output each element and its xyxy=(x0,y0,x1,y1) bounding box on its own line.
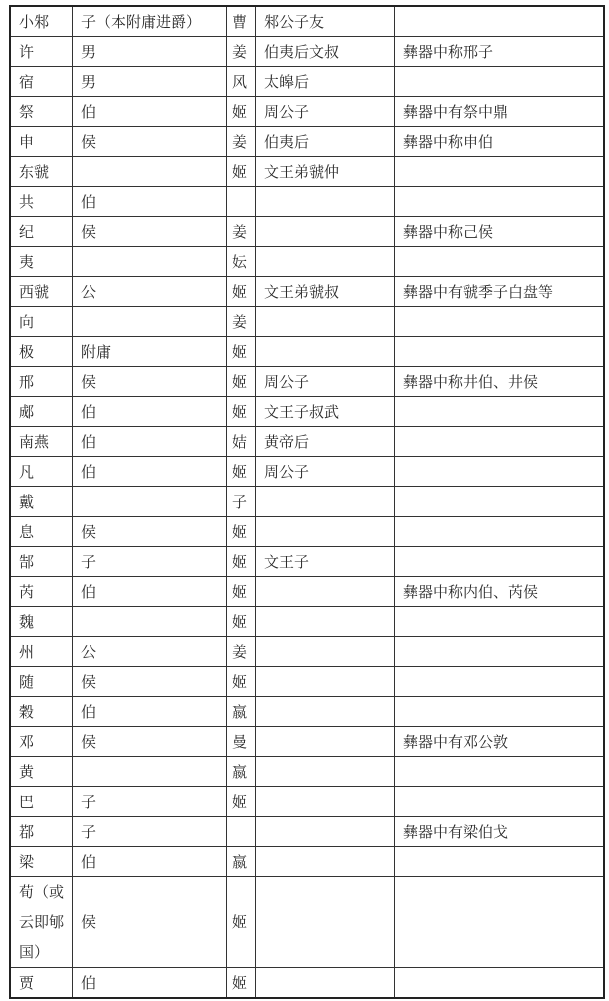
clan-surname-cell: 姬 xyxy=(227,337,256,367)
clan-surname-cell: 嬴 xyxy=(227,757,256,787)
clan-surname-cell: 姬 xyxy=(227,877,256,968)
clan-surname-cell: 姬 xyxy=(227,277,256,307)
ancestry-cell: 伯夷后文叔 xyxy=(256,37,395,67)
table-row xyxy=(10,157,604,187)
noble-rank-cell: 公 xyxy=(73,637,227,667)
bronze-inscription-note-cell: 彝器中称内伯、芮侯 xyxy=(395,577,605,607)
bronze-inscription-note-cell xyxy=(395,157,605,187)
ancestry-cell xyxy=(256,517,395,547)
table-row xyxy=(10,247,604,277)
clan-surname-cell xyxy=(227,187,256,217)
bronze-inscription-note-cell xyxy=(395,877,605,968)
table-row xyxy=(10,757,604,787)
ancestry-cell xyxy=(256,307,395,337)
ancestry-cell: 邾公子友 xyxy=(256,6,395,37)
table-row xyxy=(10,637,604,667)
clan-surname-cell: 姬 xyxy=(227,457,256,487)
noble-rank-cell: 伯 xyxy=(73,187,227,217)
noble-rank-cell: 伯 xyxy=(73,968,227,999)
bronze-inscription-note-cell xyxy=(395,847,605,877)
clan-surname-cell: 风 xyxy=(227,67,256,97)
table-row xyxy=(10,667,604,697)
noble-rank-cell xyxy=(73,247,227,277)
state-name-cell: 郜 xyxy=(10,547,73,577)
ancestry-cell: 文王弟虢叔 xyxy=(256,277,395,307)
state-name-cell: 巴 xyxy=(10,787,73,817)
ancestry-cell xyxy=(256,667,395,697)
state-name-cell: 祭 xyxy=(10,97,73,127)
table-row xyxy=(10,727,604,757)
ancestry-cell xyxy=(256,787,395,817)
ancestry-cell: 太皞后 xyxy=(256,67,395,97)
state-name-cell: 魏 xyxy=(10,607,73,637)
noble-rank-cell: 男 xyxy=(73,37,227,67)
clan-surname-cell: 妘 xyxy=(227,247,256,277)
clan-surname-cell: 曼 xyxy=(227,727,256,757)
ancestry-cell xyxy=(256,968,395,999)
noble-rank-cell: 子 xyxy=(73,817,227,847)
state-name-cell: 黄 xyxy=(10,757,73,787)
clan-surname-cell: 姜 xyxy=(227,217,256,247)
table-row xyxy=(10,457,604,487)
clan-surname-cell: 姜 xyxy=(227,127,256,157)
state-name-cell: 州 xyxy=(10,637,73,667)
clan-surname-cell: 姬 xyxy=(227,667,256,697)
bronze-inscription-note-cell xyxy=(395,697,605,727)
state-name-cell: 郕 xyxy=(10,397,73,427)
ancestry-cell xyxy=(256,187,395,217)
state-name-cell: 极 xyxy=(10,337,73,367)
ancestry-cell xyxy=(256,217,395,247)
state-name-cell: 申 xyxy=(10,127,73,157)
noble-rank-cell xyxy=(73,487,227,517)
noble-rank-cell: 伯 xyxy=(73,397,227,427)
bronze-inscription-note-cell xyxy=(395,187,605,217)
table-row xyxy=(10,697,604,727)
ancestry-cell xyxy=(256,487,395,517)
noble-rank-cell: 男 xyxy=(73,67,227,97)
noble-rank-cell: 伯 xyxy=(73,97,227,127)
bronze-inscription-note-cell xyxy=(395,667,605,697)
noble-rank-cell: 子（本附庸进爵） xyxy=(73,6,227,37)
clan-surname-cell: 姜 xyxy=(227,307,256,337)
ancestry-cell: 文王子叔武 xyxy=(256,397,395,427)
clan-surname-cell: 子 xyxy=(227,487,256,517)
state-name-cell: 芮 xyxy=(10,577,73,607)
ancestry-cell xyxy=(256,757,395,787)
noble-rank-cell: 子 xyxy=(73,787,227,817)
ancestry-cell xyxy=(256,817,395,847)
clan-surname-cell: 姜 xyxy=(227,37,256,67)
ancestry-cell: 黄帝后 xyxy=(256,427,395,457)
table-row xyxy=(10,847,604,877)
clan-surname-cell: 姬 xyxy=(227,397,256,427)
table-row xyxy=(10,487,604,517)
table-row xyxy=(10,217,604,247)
ancestry-cell xyxy=(256,727,395,757)
table-row xyxy=(10,307,604,337)
bronze-inscription-note-cell: 彝器中称申伯 xyxy=(395,127,605,157)
noble-rank-cell: 伯 xyxy=(73,577,227,607)
bronze-inscription-note-cell xyxy=(395,787,605,817)
ancestry-cell xyxy=(256,337,395,367)
bronze-inscription-note-cell xyxy=(395,337,605,367)
state-name-cell: 戴 xyxy=(10,487,73,517)
state-name-cell: 荀（或云即郇国） xyxy=(10,877,73,968)
clan-surname-cell: 嬴 xyxy=(227,697,256,727)
clan-surname-cell: 姜 xyxy=(227,637,256,667)
noble-rank-cell xyxy=(73,307,227,337)
ancestry-cell xyxy=(256,577,395,607)
table-row xyxy=(10,787,604,817)
table-row xyxy=(10,187,604,217)
clan-surname-cell xyxy=(227,817,256,847)
bronze-inscription-note-cell xyxy=(395,307,605,337)
state-name-cell: 穀 xyxy=(10,697,73,727)
bronze-inscription-note-cell xyxy=(395,247,605,277)
noble-rank-cell: 侯 xyxy=(73,367,227,397)
clan-surname-cell: 姬 xyxy=(227,968,256,999)
state-name-cell: 邢 xyxy=(10,367,73,397)
ancestry-cell xyxy=(256,697,395,727)
bronze-inscription-note-cell xyxy=(395,457,605,487)
bronze-inscription-note-cell xyxy=(395,637,605,667)
clan-surname-cell: 曹 xyxy=(227,6,256,37)
state-name-cell: 西虢 xyxy=(10,277,73,307)
noble-rank-cell: 公 xyxy=(73,277,227,307)
state-name-cell: 随 xyxy=(10,667,73,697)
ancestry-cell xyxy=(256,847,395,877)
clan-surname-cell: 姬 xyxy=(227,367,256,397)
ancestry-cell: 周公子 xyxy=(256,97,395,127)
table-row xyxy=(10,337,604,367)
bronze-inscription-note-cell: 彝器中称井伯、井侯 xyxy=(395,367,605,397)
noble-rank-cell: 伯 xyxy=(73,697,227,727)
table-row xyxy=(10,547,604,577)
state-name-cell: 梁 xyxy=(10,847,73,877)
noble-rank-cell: 侯 xyxy=(73,517,227,547)
clan-surname-cell: 姬 xyxy=(227,517,256,547)
noble-rank-cell: 侯 xyxy=(73,877,227,968)
state-name-cell: 南燕 xyxy=(10,427,73,457)
table-body xyxy=(10,6,604,998)
ancestry-cell xyxy=(256,877,395,968)
clan-surname-cell: 姞 xyxy=(227,427,256,457)
bronze-inscription-note-cell xyxy=(395,67,605,97)
state-name-cell: 共 xyxy=(10,187,73,217)
noble-rank-cell: 子 xyxy=(73,547,227,577)
noble-rank-cell: 侯 xyxy=(73,667,227,697)
ancestry-cell xyxy=(256,247,395,277)
table-row xyxy=(10,817,604,847)
bronze-inscription-note-cell xyxy=(395,397,605,427)
state-name-cell: 夷 xyxy=(10,247,73,277)
table-row xyxy=(10,277,604,307)
ancestry-cell: 周公子 xyxy=(256,457,395,487)
state-name-cell: 宿 xyxy=(10,67,73,97)
table-row xyxy=(10,367,604,397)
clan-surname-cell: 姬 xyxy=(227,607,256,637)
noble-rank-cell xyxy=(73,157,227,187)
noble-rank-cell: 伯 xyxy=(73,847,227,877)
clan-surname-cell: 姬 xyxy=(227,97,256,127)
noble-rank-cell: 侯 xyxy=(73,217,227,247)
ancestry-cell xyxy=(256,607,395,637)
table-row xyxy=(10,577,604,607)
bronze-inscription-note-cell xyxy=(395,757,605,787)
ancestry-cell: 周公子 xyxy=(256,367,395,397)
table-row xyxy=(10,877,604,968)
table-row xyxy=(10,6,604,37)
table-row xyxy=(10,127,604,157)
noble-rank-cell: 侯 xyxy=(73,127,227,157)
clan-surname-cell: 姬 xyxy=(227,787,256,817)
bronze-inscription-note-cell: 彝器中有梁伯戈 xyxy=(395,817,605,847)
ancestry-cell: 文王弟虢仲 xyxy=(256,157,395,187)
bronze-inscription-note-cell xyxy=(395,6,605,37)
table-row xyxy=(10,968,604,999)
state-name-cell: 贾 xyxy=(10,968,73,999)
bronze-inscription-note-cell xyxy=(395,607,605,637)
state-name-cell: 东虢 xyxy=(10,157,73,187)
bronze-inscription-note-cell xyxy=(395,547,605,577)
clan-surname-cell: 姬 xyxy=(227,547,256,577)
states-table xyxy=(9,5,605,999)
state-name-cell: 向 xyxy=(10,307,73,337)
table-row xyxy=(10,397,604,427)
table-row xyxy=(10,67,604,97)
noble-rank-cell xyxy=(73,607,227,637)
bronze-inscription-note-cell: 彝器中有虢季子白盘等 xyxy=(395,277,605,307)
noble-rank-cell: 附庸 xyxy=(73,337,227,367)
state-name-cell: 邓 xyxy=(10,727,73,757)
table-row xyxy=(10,37,604,67)
clan-surname-cell: 姬 xyxy=(227,577,256,607)
state-name-cell: 纪 xyxy=(10,217,73,247)
table-row xyxy=(10,607,604,637)
noble-rank-cell xyxy=(73,757,227,787)
clan-surname-cell: 嬴 xyxy=(227,847,256,877)
bronze-inscription-note-cell: 彝器中有邓公敦 xyxy=(395,727,605,757)
state-name-cell: 小邾 xyxy=(10,6,73,37)
ancestry-cell: 文王子 xyxy=(256,547,395,577)
ancestry-cell: 伯夷后 xyxy=(256,127,395,157)
bronze-inscription-note-cell xyxy=(395,487,605,517)
bronze-inscription-note-cell xyxy=(395,968,605,999)
table-row xyxy=(10,517,604,547)
bronze-inscription-note-cell: 彝器中称邢子 xyxy=(395,37,605,67)
bronze-inscription-note-cell: 彝器中称己侯 xyxy=(395,217,605,247)
clan-surname-cell: 姬 xyxy=(227,157,256,187)
state-name-cell: 许 xyxy=(10,37,73,67)
noble-rank-cell: 伯 xyxy=(73,457,227,487)
bronze-inscription-note-cell: 彝器中有祭中鼎 xyxy=(395,97,605,127)
table-row xyxy=(10,97,604,127)
state-name-cell: 息 xyxy=(10,517,73,547)
noble-rank-cell: 伯 xyxy=(73,427,227,457)
ancestry-cell xyxy=(256,637,395,667)
state-name-cell: 鄀 xyxy=(10,817,73,847)
bronze-inscription-note-cell xyxy=(395,427,605,457)
bronze-inscription-note-cell xyxy=(395,517,605,547)
state-name-cell: 凡 xyxy=(10,457,73,487)
noble-rank-cell: 侯 xyxy=(73,727,227,757)
table-row xyxy=(10,427,604,457)
